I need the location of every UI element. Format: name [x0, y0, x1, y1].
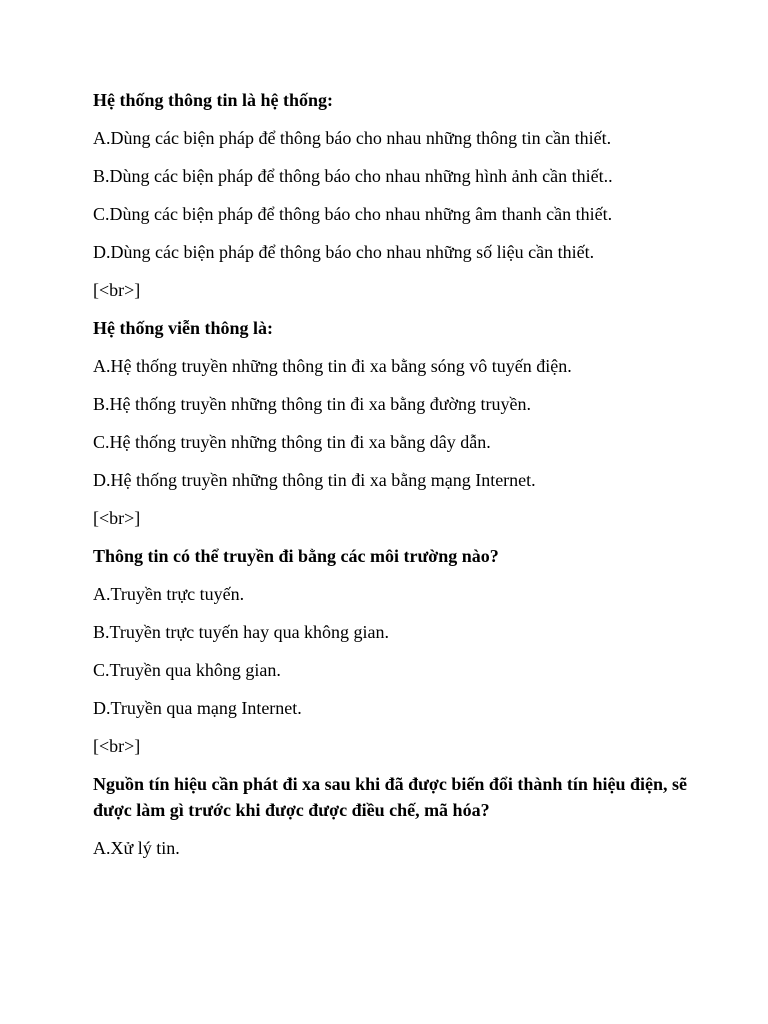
question-block-4 [93, 771, 693, 861]
answer-option-a: A.Dùng các biện pháp để thông báo cho nhau những thông tin cần thiết. [93, 128, 612, 148]
line-break-marker: [<br>] [93, 736, 141, 756]
answer-option-a: A.Xử lý tin. [93, 838, 180, 858]
answer-option-c: C.Dùng các biện pháp để thông báo cho nhau những âm thanh cần thiết. [93, 204, 613, 224]
line-break-marker: [<br>] [93, 508, 141, 528]
question-title: Nguồn tín hiệu cần phát đi xa sau khi đã được biến đổi thành tín hiệu điện, sẽ được làm gì trước khi được được điều chế, mã hóa? [93, 774, 687, 820]
answer-option-a: A.Truyền trực tuyến. [93, 584, 245, 604]
question-block-1 [93, 87, 693, 303]
answer-option-c: C.Truyền qua không gian. [93, 660, 281, 680]
answer-option-b: B.Dùng các biện pháp để thông báo cho nhau những hình ảnh cần thiết.. [93, 166, 613, 186]
question-title: Hệ thống thông tin là hệ thống: [93, 90, 334, 110]
question-title: Hệ thống viễn thông là: [93, 318, 274, 338]
answer-option-b: B.Hệ thống truyền những thông tin đi xa bằng đường truyền. [93, 394, 531, 414]
question-block-2 [93, 315, 693, 531]
answer-option-d: D.Dùng các biện pháp để thông báo cho nhau những số liệu cần thiết. [93, 242, 595, 262]
answer-option-d: D.Hệ thống truyền những thông tin đi xa bằng mạng Internet. [93, 470, 536, 490]
line-break-marker: [<br>] [93, 280, 141, 300]
answer-option-b: B.Truyền trực tuyến hay qua không gian. [93, 622, 390, 642]
answer-option-c: C.Hệ thống truyền những thông tin đi xa bằng dây dẫn. [93, 432, 491, 452]
question-title: Thông tin có thể truyền đi bằng các môi trường nào? [93, 546, 499, 566]
answer-option-a: A.Hệ thống truyền những thông tin đi xa bằng sóng vô tuyến điện. [93, 356, 572, 376]
answer-option-d: D.Truyền qua mạng Internet. [93, 698, 302, 718]
question-block-3 [93, 543, 693, 759]
document-content [93, 87, 693, 873]
